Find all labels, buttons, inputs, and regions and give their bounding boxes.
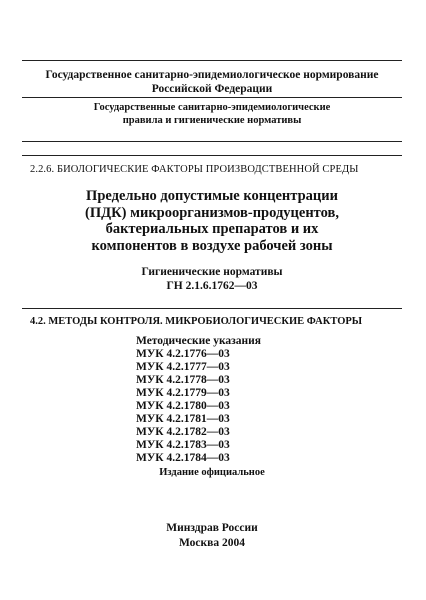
document-title	[22, 188, 402, 254]
header-rules-line-1: Государственные санитарно-эпидемиологические	[93, 102, 331, 113]
title-line: бактериальных препаратов и их	[105, 221, 319, 237]
header-rules-line-2: правила и гигиенические нормативы	[122, 115, 302, 126]
edition-note: Издание официальное	[159, 467, 265, 478]
methods-code-item: МУК 4.2.1778—03	[136, 374, 230, 386]
title-line: Предельно допустимые концентрации	[86, 188, 338, 204]
section-heading-methods: 4.2. МЕТОДЫ КОНТРОЛЯ. МИКРОБИОЛОГИЧЕСКИЕ ФАКТОРЫ	[30, 316, 363, 327]
methods-code-item: МУК 4.2.1783—03	[136, 439, 230, 451]
section-heading-biological: 2.2.6. БИОЛОГИЧЕСКИЕ ФАКТОРЫ ПРОИЗВОДСТВЕННОЙ СРЕДЫ	[30, 164, 359, 175]
methods-code-item: МУК 4.2.1782—03	[136, 426, 230, 438]
norms-code: ГН 2.1.6.1762—03	[166, 280, 258, 292]
header-org-line-2: Российской Федерации	[151, 83, 273, 95]
publisher-name: Минздрав России	[166, 522, 258, 534]
publisher-block	[22, 521, 402, 551]
header-rules	[22, 101, 402, 127]
methods-code-item: МУК 4.2.1781—03	[136, 413, 230, 425]
title-line: (ПДК) микроорганизмов-продуцентов,	[85, 204, 339, 221]
norms-type: Гигиенические нормативы	[141, 266, 283, 278]
methods-code-item: МУК 4.2.1776—03	[136, 348, 230, 360]
methods-label: Методические указания	[136, 335, 262, 347]
header-org-line-1: Государственное санитарно-эпидемиологическое нормирование	[45, 69, 379, 81]
methods-list	[136, 335, 261, 465]
methods-code-item: МУК 4.2.1777—03	[136, 361, 230, 373]
methods-code-item: МУК 4.2.1784—03	[136, 452, 230, 464]
publisher-city-year: Москва 2004	[178, 537, 246, 549]
header-divider	[22, 97, 402, 98]
methods-code-item: МУК 4.2.1780—03	[136, 400, 230, 412]
section-divider-2	[22, 308, 402, 309]
header-organization	[22, 68, 402, 96]
title-line: компонентов в воздухе рабочей зоны	[91, 237, 333, 254]
norms-block	[22, 265, 402, 293]
methods-code-item: МУК 4.2.1779—03	[136, 387, 230, 399]
section-divider-1	[22, 155, 402, 156]
